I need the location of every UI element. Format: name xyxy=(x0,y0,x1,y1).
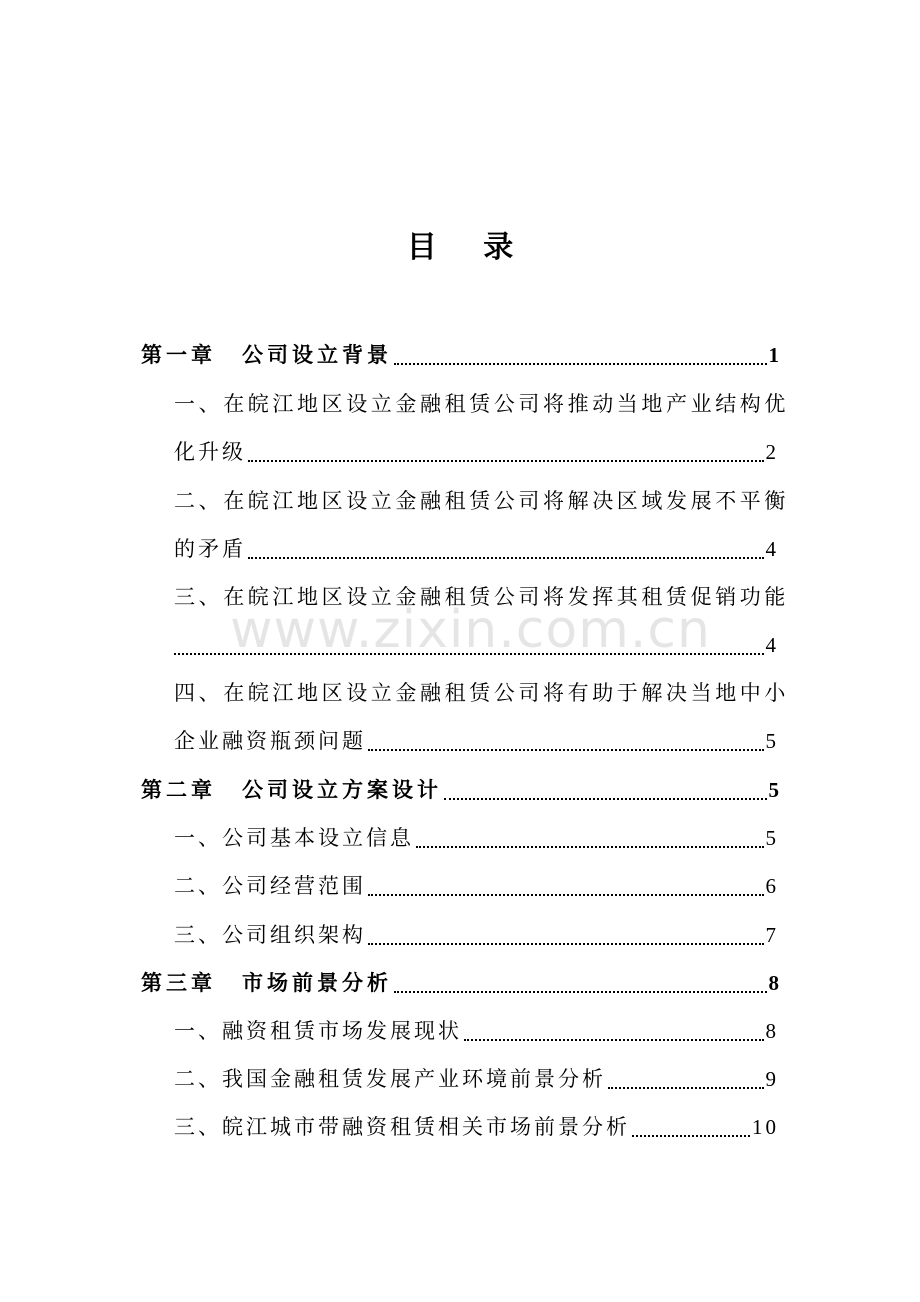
leader-dots xyxy=(394,363,767,365)
toc-section-1-1[interactable] xyxy=(174,432,779,472)
toc-chapter-3[interactable] xyxy=(141,963,779,1003)
leader-dots xyxy=(368,749,764,751)
section-label: 一、公司基本设立信息 xyxy=(174,826,414,850)
section-label: 二、我国金融租赁发展产业环境前景分析 xyxy=(174,1067,606,1091)
leader-dots xyxy=(632,1135,750,1137)
page-number: 5 xyxy=(765,826,779,850)
leader-dots xyxy=(368,894,764,896)
page-number: 9 xyxy=(765,1067,779,1091)
page-number: 4 xyxy=(765,633,779,657)
section-label: 的矛盾 xyxy=(174,537,246,561)
section-label: 三、皖江城市带融资租赁相关市场前景分析 xyxy=(174,1115,630,1139)
page-number: 6 xyxy=(765,874,779,898)
toc-section-1-3[interactable] xyxy=(174,625,779,665)
page-number: 1 xyxy=(768,343,779,367)
toc-section-line1[interactable]: 三、在皖江地区设立金融租赁公司将发挥其租赁促销功能 xyxy=(174,585,789,609)
leader-dots xyxy=(464,1039,764,1041)
leader-dots xyxy=(248,557,764,559)
chapter-label: 第二章 xyxy=(141,777,216,802)
toc-section-line1[interactable]: 一、在皖江地区设立金融租赁公司将推动当地产业结构优 xyxy=(174,392,789,416)
chapter-heading: 市场前景分析 xyxy=(242,970,392,995)
toc-section-3-3[interactable] xyxy=(174,1107,779,1147)
chapter-label: 第一章 xyxy=(141,342,216,367)
toc-section-2-2[interactable] xyxy=(174,866,779,906)
page-number: 7 xyxy=(765,923,779,947)
page-number: 8 xyxy=(768,971,779,995)
section-label: 二、公司经营范围 xyxy=(174,874,366,898)
leader-dots xyxy=(416,846,764,848)
toc-section-2-1[interactable] xyxy=(174,818,779,858)
section-label: 企业融资瓶颈问题 xyxy=(174,729,366,753)
leader-dots xyxy=(608,1087,764,1089)
section-label: 一、融资租赁市场发展现状 xyxy=(174,1019,462,1043)
section-label: 三、公司组织架构 xyxy=(174,923,366,947)
leader-dots xyxy=(174,653,764,655)
page-title: 目 录 xyxy=(406,230,532,265)
leader-dots xyxy=(368,943,764,945)
page-number: 10 xyxy=(752,1115,779,1139)
leader-dots xyxy=(444,798,767,800)
toc-section-1-4[interactable] xyxy=(174,721,779,761)
toc-section-line1[interactable]: 二、在皖江地区设立金融租赁公司将解决区域发展不平衡 xyxy=(174,489,789,513)
chapter-heading: 公司设立方案设计 xyxy=(242,777,442,802)
page-number: 8 xyxy=(765,1019,779,1043)
watermark: www.zixin.com.cn xyxy=(230,600,711,660)
toc-chapter-1[interactable] xyxy=(141,335,779,375)
toc-section-line1[interactable]: 四、在皖江地区设立金融租赁公司将有助于解决当地中小 xyxy=(174,681,789,705)
chapter-label: 第三章 xyxy=(141,970,216,995)
chapter-heading: 公司设立背景 xyxy=(242,342,392,367)
toc-section-3-2[interactable] xyxy=(174,1059,779,1099)
page-number: 5 xyxy=(765,729,779,753)
leader-dots xyxy=(394,991,767,993)
toc-section-3-1[interactable] xyxy=(174,1011,779,1051)
toc-section-2-3[interactable] xyxy=(174,915,779,955)
toc-section-1-2[interactable] xyxy=(174,529,779,569)
leader-dots xyxy=(248,460,764,462)
section-label: 化升级 xyxy=(174,440,246,464)
page-number: 2 xyxy=(765,440,779,464)
toc-chapter-2[interactable] xyxy=(141,770,779,810)
page-number: 5 xyxy=(768,778,779,802)
page-number: 4 xyxy=(765,537,779,561)
